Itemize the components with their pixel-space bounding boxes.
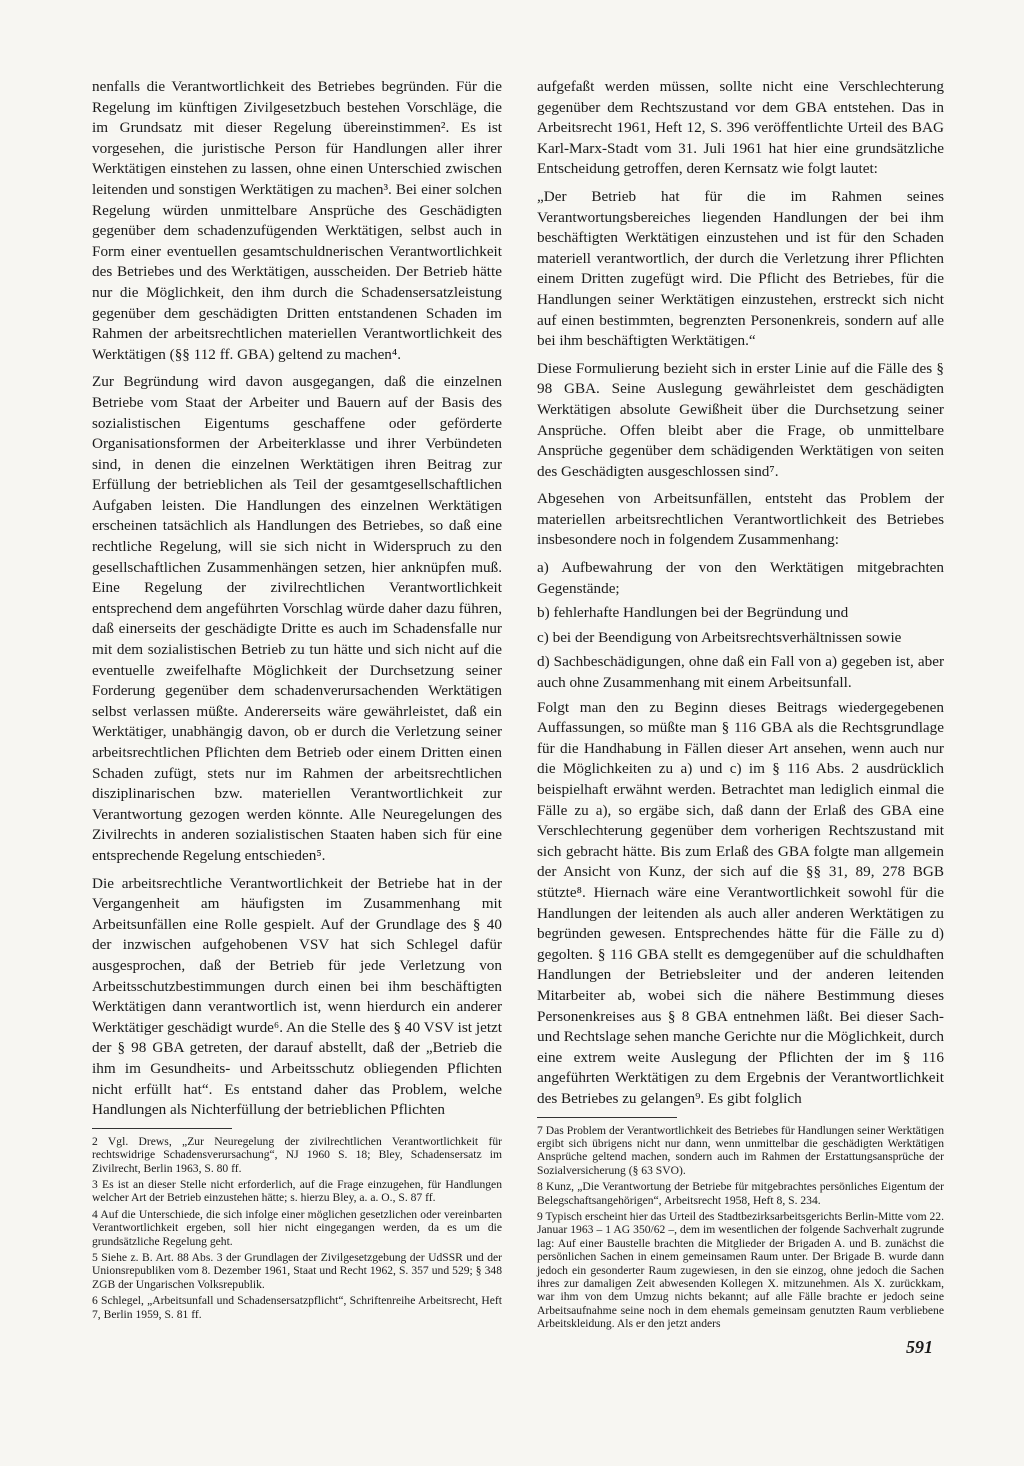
footnote: 8 Kunz, „Die Verantwortung der Betriebe für mitgebrachtes persönliches Eigentum der Belegschaftsangehörigen“, Arbeitsrecht 1958, Heft 8, S. 234.	[537, 1180, 944, 1207]
case-list	[537, 558, 944, 694]
left-footnotes	[92, 1135, 502, 1321]
footnote: 7 Das Problem der Verantwortlichkeit des Betriebes für Handlungen seiner Werktätigen ergibt sich übrigens nicht nur dann, wenn unmittelbar die geschädigten Werktätigen Ansprüche geltend machen, sondern auch im Rahmen der Erstattungsansprüche der Sozialversicherung (§ 63 SVO).	[537, 1123, 944, 1177]
footnote: 2 Vgl. Drews, „Zur Neuregelung der zivilrechtlichen Verantwortlichkeit für rechtswidrige Schadensverursachung“, NJ 1960 S. 18; Bley, Schadensersatz im Zivilrecht, Berlin 1963, S. 80 ff.	[92, 1134, 502, 1175]
paragraph: nenfalls die Verantwortlichkeit des Betriebes begründen. Für die Regelung im künftigen Zivilgesetzbuch bestehen Vorschläge, die im Grundsatz mit dieser Regelung übereinstimmen². Es ist vorgesehen, die juristische Person für Handlungen aller ihrer Werktätigen einstehen zu lassen, ohne einen Unterschied zwischen leitenden und sonstigen Werktätigen zu machen³. Bei einer solchen Regelung würden unmittelbare Ansprüche des Geschädigten gegenüber dem schadenzufügenden Werktätigen, selbst auch in Form einer eventuellen gesamtschuldnerischen Verantwortlichkeit des Betriebes und des Werktätigen, ausscheiden. Der Betrieb hätte nur die Möglichkeit, den ihm durch die Schadensersatzleistung gegenüber dem geschädigten Dritten entstandenen Schaden im Rahmen der arbeitsrechtlichen materiellen Verantwortlichkeit des Werktätigen (§§ 112 ff. GBA) geltend zu machen⁴.	[92, 78, 502, 363]
left-column	[92, 77, 502, 1324]
list-item: b) fehlerhafte Handlungen bei der Begründung und	[537, 604, 849, 622]
footnote: 5 Siehe z. B. Art. 88 Abs. 3 der Grundlagen der Zivilgesetzgebung der UdSSR und der Unionsrepubliken vom 8. Dezember 1961, Staat und Recht 1962, S. 357 und 529; § 348 ZGB der Ungarischen Volksrepublik.	[92, 1250, 502, 1291]
paragraph: Abgesehen von Arbeitsunfällen, entsteht das Problem der materiellen arbeitsrechtlichen Verantwortlichkeit des Betriebes insbesondere noch in folgendem Zusammenhang:	[537, 490, 944, 549]
page-number: 591	[906, 1337, 933, 1357]
footnote: 6 Schlegel, „Arbeitsunfall und Schadensersatzpflicht“, Schriftenreihe Arbeitsrecht, Heft 7, Berlin 1959, S. 81 ff.	[92, 1294, 502, 1321]
paragraph: Diese Formulierung bezieht sich in erster Linie auf die Fälle des § 98 GBA. Seine Auslegung gewährleistet dem geschädigten Werktätigen absolute Gewißheit über die Durchsetzung seiner Ansprüche. Offen bleibt aber die Frage, ob unmittelbare Ansprüche gegenüber dem schädigenden Werktätigen von seiten des Geschädigten ausgeschlossen sind⁷.	[537, 359, 944, 480]
right-column	[537, 77, 944, 1334]
list-item: c) bei der Beendigung von Arbeitsrechtsverhältnissen sowie	[537, 628, 902, 646]
footnote: 4 Auf die Unterschiede, die sich infolge einer möglichen gesetzlichen oder vereinbarten Verantwortlichkeit ergeben, soll hier nicht eingegangen werden, da es um die grundsätzliche Regelung geht.	[92, 1207, 502, 1248]
quotation: „Der Betrieb hat für die im Rahmen seines Verantwortungsbereiches liegenden Handlungen der bei ihm beschäftigten Werktätigen einzustehen und ist für den Schaden materiell verantwortlich, der durch die Verletzung ihrer Pflichten einem Dritten zugefügt wird. Die Pflicht des Betriebes, für die Handlungen seiner Werktätigen einzustehen, erstreckt sich nicht auf einen bestimmten, begrenzten Personenkreis, sondern auf alle bei ihm beschäftigten Werktätigen.“	[537, 187, 944, 350]
paragraph: Die arbeitsrechtliche Verantwortlichkeit der Betriebe hat in der Vergangenheit am häufigsten im Zusammenhang mit Arbeitsunfällen eine Rolle gespielt. Auf der Grundlage des § 40 der inzwischen aufgehobenen VSV hat sich Schlegel dafür ausgesprochen, daß der Betrieb für jede Verletzung von Arbeitsschutzbestimmungen durch einen bei ihm beschäftigten Werktätigen dann verantwortlich ist, wenn hierdurch ein anderer Werktätiger geschädigt wurde⁶. An die Stelle des § 40 VSV ist jetzt der § 98 GBA getreten, der darauf abstellt, daß der „Betrieb die ihm im Gesundheits- und Arbeitsschutz obliegenden Pflichten nicht erfüllt hat“. Es entstand daher das Problem, welche Handlungen als Nichterfüllung der betrieblichen Pflichten	[92, 874, 502, 1119]
footnote: 3 Es ist an dieser Stelle nicht erforderlich, auf die Frage einzugehen, für Handlungen welcher Art der Betrieb einzustehen hätte; s. hierzu Bley, a. a. O., S. 87 ff.	[92, 1177, 502, 1205]
paragraph: aufgefaßt werden müssen, sollte nicht eine Verschlechterung gegenüber dem Rechtszustand vor dem GBA entstehen. Das in Arbeitsrecht 1961, Heft 12, S. 396 veröffentlichte Urteil des BAG Karl-Marx-Stadt vom 31. Juli 1961 hat hier eine grundsätzliche Entscheidung getroffen, deren Kernsatz wie folgt lautet:	[537, 78, 944, 178]
footnote-divider	[92, 1128, 232, 1129]
footnote: 9 Typisch erscheint hier das Urteil des Stadtbezirksarbeitsgerichts Berlin-Mitte vom 22. Januar 1963 – 1 AG 350/62 –, dem im wesentlichen der folgende Sachverhalt zugrunde lag: Auf einer Baustelle brachten die Mitglieder der Brigaden A. und B. zunächst die persönlichen Sachen in einem gemeinsamen Raum unter. Der Brigade B. wurde dann jedoch ein gesonderter Raum zugewiesen, in den sie einzog, ohne jedoch die Sachen ihres zur damaligen Zeit abwesenden Kollegen X. mitzunehmen. Als X. zurückkam, war ihm von dem Umzug nichts bekannt; auf alle Fälle brachte er jedoch seine Arbeitsaufnahme seine noch in dem ehemals gemeinsam genutzten Raum verbliebene Arbeitskleidung. Als er den jetzt anders	[537, 1209, 944, 1331]
list-item: d) Sachbeschädigungen, ohne daß ein Fall von a) gegeben ist, aber auch ohne Zusammenhang mit einem Arbeitsunfall.	[537, 653, 944, 692]
left-body	[92, 77, 502, 1121]
paragraph: Zur Begründung wird davon ausgegangen, daß die einzelnen Betriebe vom Staat der Arbeiter und Bauern auf der Basis des sozialistischen Eigentums geschaffene oder geförderte Organisationsformen der Arbeiterklasse und ihrer Verbündeten sind, in denen die einzelnen Werktätigen ihren Beitrag zur Erfüllung der betrieblichen als Teil der gesamtgesellschaftlichen Aufgaben leisten. Die Handlungen des einzelnen Werktätigen erscheinen tatsächlich als Handlungen des Betriebes, so daß eine rechtliche Regelung, will sie sich nicht in Widerspruch zu den gesellschaftlichen Zusammenhängen setzen, hier anknüpfen muß. Eine Regelung der zivilrechtlichen Verantwortlichkeit entsprechend dem angeführten Vorschlag würde daher dazu führen, daß einerseits der geschädigte Dritte es auch im Schadensfalle nur mit dem sozialistischen Betrieb zu tun hätte und sich nicht auf die eventuelle zweifelhafte Möglichkeit der Durchsetzung seiner Forderung gegenüber dem schadenverursachenden Werktätigen selbst verlassen müßte. Andererseits wäre gewährleistet, daß ein Werktätiger, unabhängig davon, ob er durch die Verletzung seiner arbeitsrechtlichen Pflichten dem Betrieb oder einem Dritten einen Schaden zufügt, stets nur im Rahmen der arbeitsrechtlichen disziplinarischen bzw. materiellen Verantwortlichkeit zur Verantwortung gezogen werden könnte. Alle Neuregelungen des Zivilrechts in anderen sozialistischen Staaten haben sich für eine entsprechende Regelung entschieden⁵.	[92, 373, 502, 864]
right-footnotes	[537, 1124, 944, 1331]
paragraph: Folgt man den zu Beginn dieses Beitrags wiedergegebenen Auffassungen, so müßte man § 116 GBA als die Rechtsgrundlage für die Handhabung in Fällen dieser Art ansehen, wenn auch nur die Möglichkeiten zu a) und c) im § 116 Abs. 2 ausdrücklich beispielhaft erwähnt werden. Betrachtet man lediglich einmal die Fälle zu a), so ergäbe sich, daß dann der Erlaß des GBA eine Verschlechterung gegenüber dem vorherigen Rechtszustand mit sich gebracht hätte. Bis zum Erlaß des GBA folgte man allgemein der Ansicht von Kunz, der sich auf die §§ 31, 89, 278 BGB stützte⁸. Hiernach wäre eine Verantwortlichkeit sowohl für die Handlungen der leitenden als auch aller anderen Werktätigen zu begründen gewesen. Entsprechendes hätte für die Fälle zu d) gegolten. § 116 GBA stellt es demgegenüber auf die schuldhaften Handlungen der Betriebsleiter und der anderen leitenden Mitarbeiter ab, wobei sich die nähere Bestimmung dieses Personenkreises aus § 8 GBA entnehmen läßt. Bei dieser Sach- und Rechtslage sehen manche Gerichte nur die Möglichkeit, durch eine extrem weite Auslegung der Pflichten der im § 116 angeführten Werktätigen zu dem Ergebnis der Verantwortlichkeit des Betriebes zu gelangen⁹. Es gibt folglich	[537, 698, 944, 1107]
footnote-divider	[537, 1117, 677, 1118]
list-item: a) Aufbewahrung der von den Werktätigen mitgebrachten Gegenstände;	[537, 559, 944, 597]
right-body	[537, 77, 944, 1110]
